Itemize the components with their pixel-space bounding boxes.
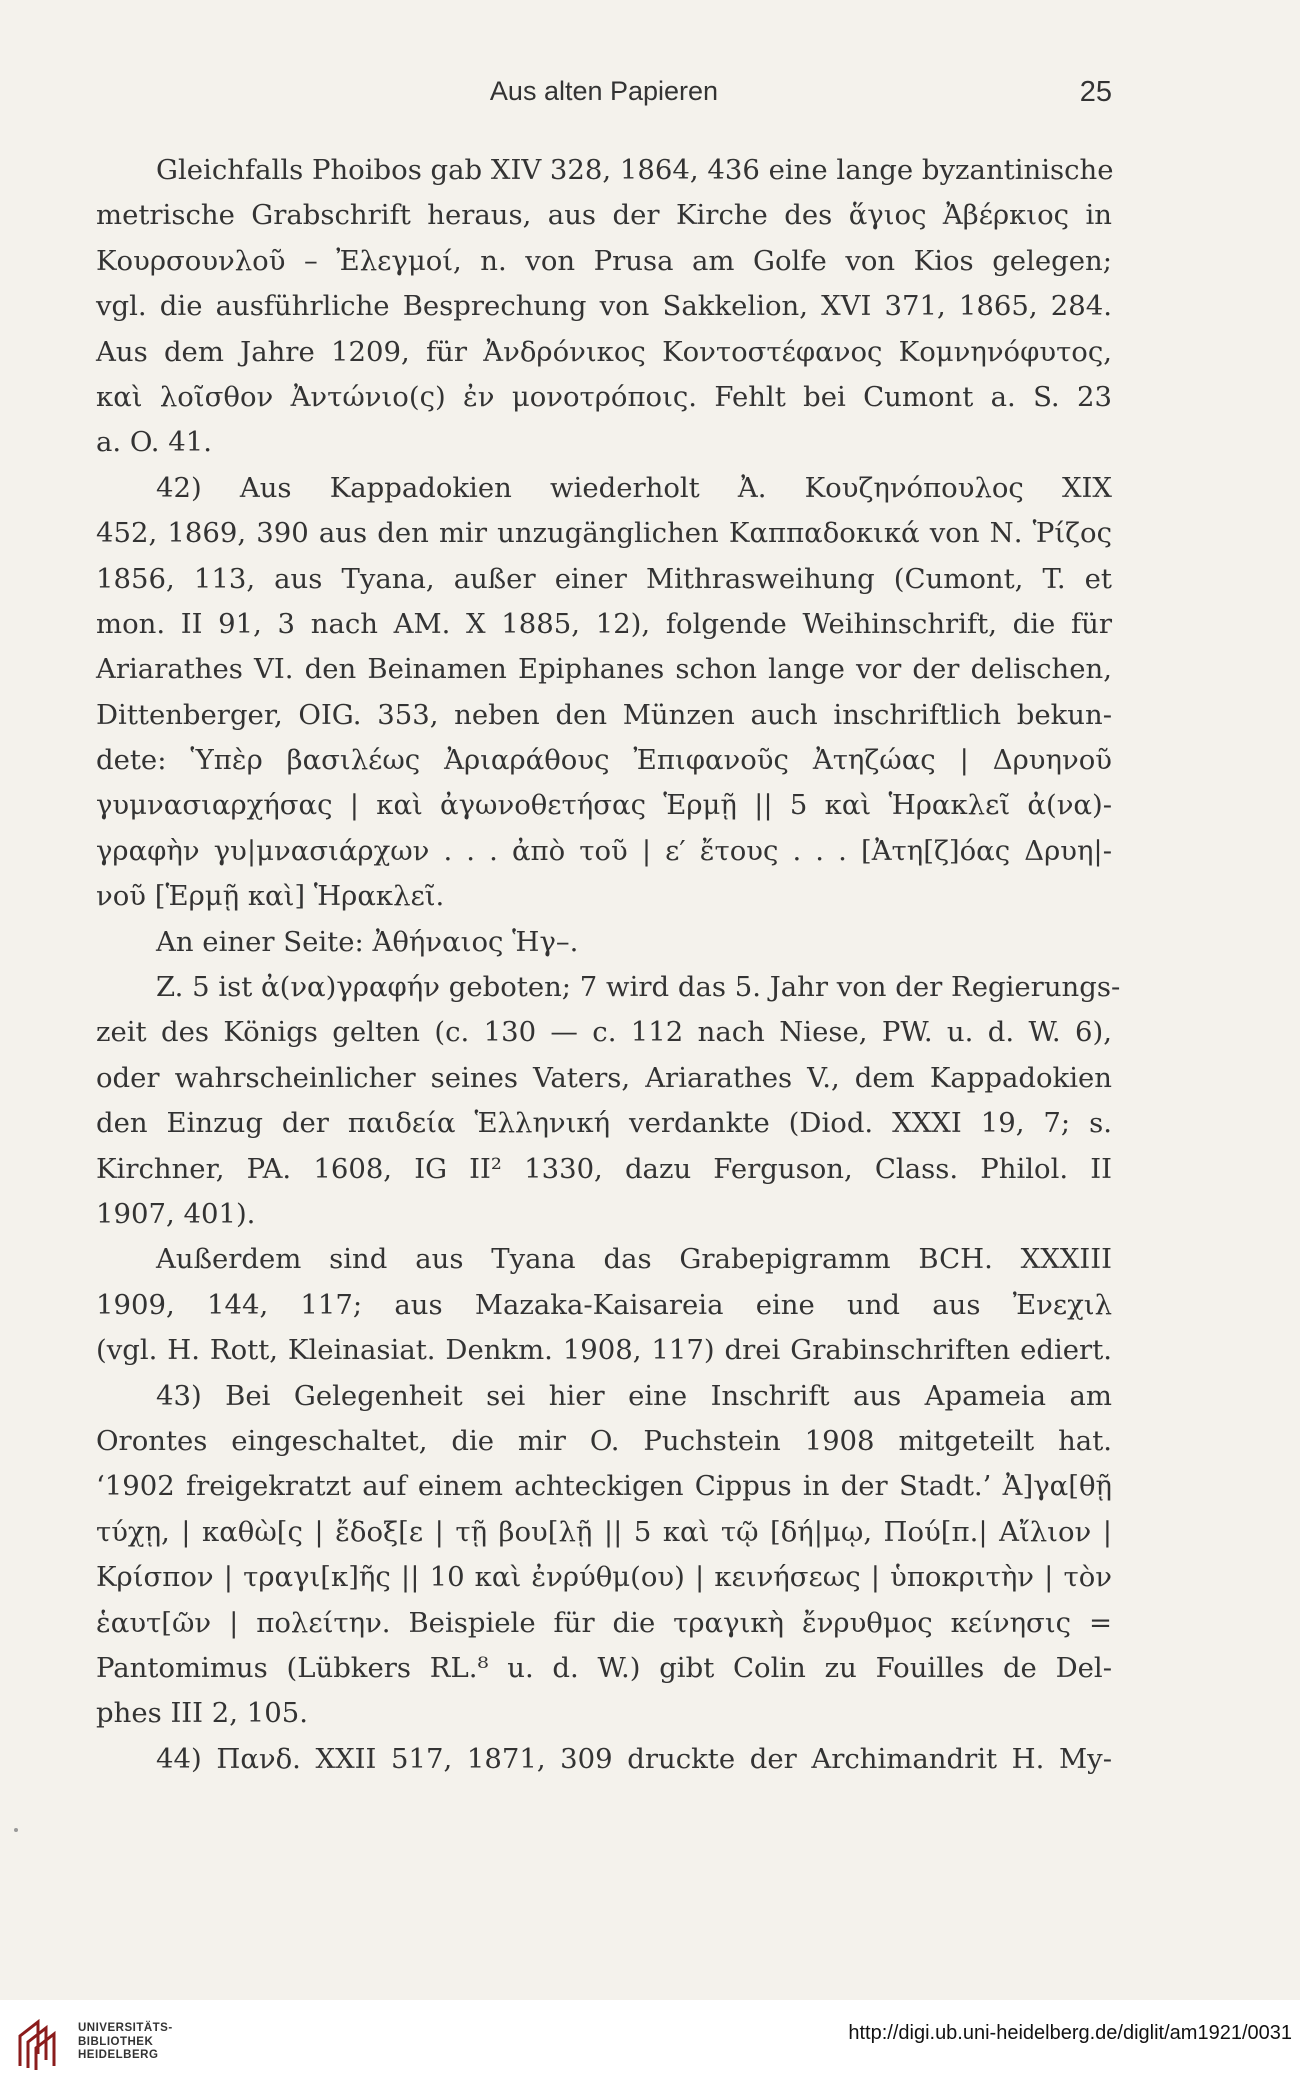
text-line: Dittenberger, OIG. 353, neben den Münzen auch inschriftlich bekun- — [96, 698, 1112, 731]
text-line: 1909, 144, 117; aus Mazaka-Kaisareia eine und aus Ἐνεχιλ — [96, 1288, 1112, 1321]
text-line: Kirchner, PA. 1608, IG II² 1330, dazu Ferguson, Class. Philol. II — [96, 1152, 1112, 1185]
text-line: γραφὴν γυ|μνασιάρχων . . . ἀπὸ τοῦ | ε′ ἔτους . . . [Ἀτη[ζ]όας Δρυη|- — [96, 834, 1112, 867]
body-text — [96, 148, 1121, 1782]
text-line: oder wahrscheinlicher seines Vaters, Ariarathes V., dem Kappadokien — [96, 1061, 1112, 1094]
running-title: Aus alten Papieren — [489, 76, 719, 106]
text-line: An einer Seite: Ἀθήναιος Ἡγ–. — [156, 925, 579, 958]
library-logo-icon — [14, 2014, 68, 2072]
text-line: νοῦ [Ἑρμῇ καὶ] Ἡρακλεῖ. — [96, 880, 445, 913]
text-line: Κουρσουνλοῦ – Ἐλεγμοί, n. von Prusa am Golfe von Kios gelegen; — [96, 244, 1112, 277]
text-line: zeit des Königs gelten (c. 130 — c. 112 nach Niese, PW. u. d. W. 6), — [96, 1016, 1112, 1049]
text-line: Ariarathes VI. den Beinamen Epiphanes schon lange vor der delischen, — [96, 653, 1112, 686]
permalink-url[interactable]: http://digi.ub.uni-heidelberg.de/diglit/am1921/0031 — [848, 2022, 1292, 2044]
text-line: (vgl. H. Rott, Kleinasiat. Denkm. 1908, 117) drei Grabinschriften ediert. — [96, 1334, 1112, 1367]
text-line: vgl. die ausführliche Besprechung von Sakkelion, XVI 371, 1865, 284. — [96, 290, 1112, 323]
text-line: Außerdem sind aus Tyana das Grabepigramm BCH. XXXIII — [156, 1243, 1112, 1276]
text-line: phes III 2, 105. — [96, 1697, 308, 1730]
text-line: den Einzug der παιδεία Ἑλληνική verdankte (Diod. XXXI 19, 7; s. — [96, 1107, 1112, 1140]
text-line: 1856, 113, aus Tyana, außer einer Mithrasweihung (Cumont, T. et — [96, 562, 1112, 595]
text-line: ‘1902 freigekratzt auf einem achteckigen Cippus in der Stadt.’ Ἀ]γα[θῇ — [96, 1470, 1112, 1503]
text-line: τύχῃ, | καθὼ[ς | ἔδοξ[ε | τῇ βου[λῇ || 5 καὶ τῷ [δή|μῳ, Πού[π.| Αἴλιον | — [96, 1515, 1112, 1548]
text-line: γυμνασιαρχήσας | καὶ ἀγωνοθετήσας Ἑρμῇ || 5 καὶ Ἡρακλεῖ ἀ(να)- — [96, 789, 1112, 822]
text-line: a. O. 41. — [96, 426, 213, 459]
text-line: 42) Aus Kappadokien wiederholt Ἀ. Κουζηνόπουλος XIX — [156, 471, 1112, 504]
margin-mark — [14, 1828, 18, 1832]
page-number: 25 — [1079, 76, 1112, 108]
text-line: Κρίσπον | τραγι[κ]ῆς || 10 καὶ ἐνρύθμ(ου) | κεινήσεως | ὑποκριτὴν | τὸν — [96, 1561, 1112, 1594]
text-line: Aus dem Jahre 1209, für Ἀνδρόνικος Κοντοστέφανος Κομνηνόφυτος, — [96, 335, 1112, 368]
text-line: Gleichfalls Phoibos gab XIV 328, 1864, 436 eine lange byzantinische — [156, 154, 1114, 186]
text-line: mon. II 91, 3 nach AM. X 1885, 12), folgende Weihinschrift, die für — [96, 607, 1112, 640]
footer-bar — [0, 2000, 1300, 2096]
text-line: καὶ λοῖσθον Ἀντώνιο(ς) ἐν μονοτρόποις. Fehlt bei Cumont a. S. 23 — [96, 380, 1112, 413]
text-line: dete: Ὑπὲρ βασιλέως Ἀριαράθους Ἐπιφανοῦς Ἀτηζώας | Δρυηνοῦ — [96, 744, 1112, 777]
text-line: 1907, 401). — [96, 1197, 256, 1230]
text-line: Orontes eingeschaltet, die mir O. Puchstein 1908 mitgeteilt hat. — [96, 1424, 1112, 1457]
text-line: Pantomimus (Lübkers RL.⁸ u. d. W.) gibt Colin zu Fouilles de Del- — [96, 1651, 1112, 1684]
text-line: metrische Grabschrift heraus, aus der Kirche des ἅγιος Ἀβέρκιος in — [96, 199, 1112, 232]
text-line: ἑαυτ[ῶν | πολείτην. Beispiele für die τραγικὴ ἔνρυθμος κείνησις = — [96, 1606, 1112, 1639]
running-header — [96, 70, 1112, 114]
text-line: 452, 1869, 390 aus den mir unzugänglichen Καππαδοκικά von Ν. Ῥίζος — [96, 517, 1112, 550]
text-line: 43) Bei Gelegenheit sei hier eine Inschrift aus Apameia am — [156, 1379, 1112, 1412]
text-line: 44) Πανδ. XXII 517, 1871, 309 druckte der Archimandrit H. My- — [156, 1742, 1112, 1775]
text-line: Z. 5 ist ἀ(να)γραφήν geboten; 7 wird das 5. Jahr von der Regierungs- — [156, 971, 1121, 1004]
library-name: UNIVERSITÄTS- BIBLIOTHEK HEIDELBERG — [78, 2022, 173, 2061]
